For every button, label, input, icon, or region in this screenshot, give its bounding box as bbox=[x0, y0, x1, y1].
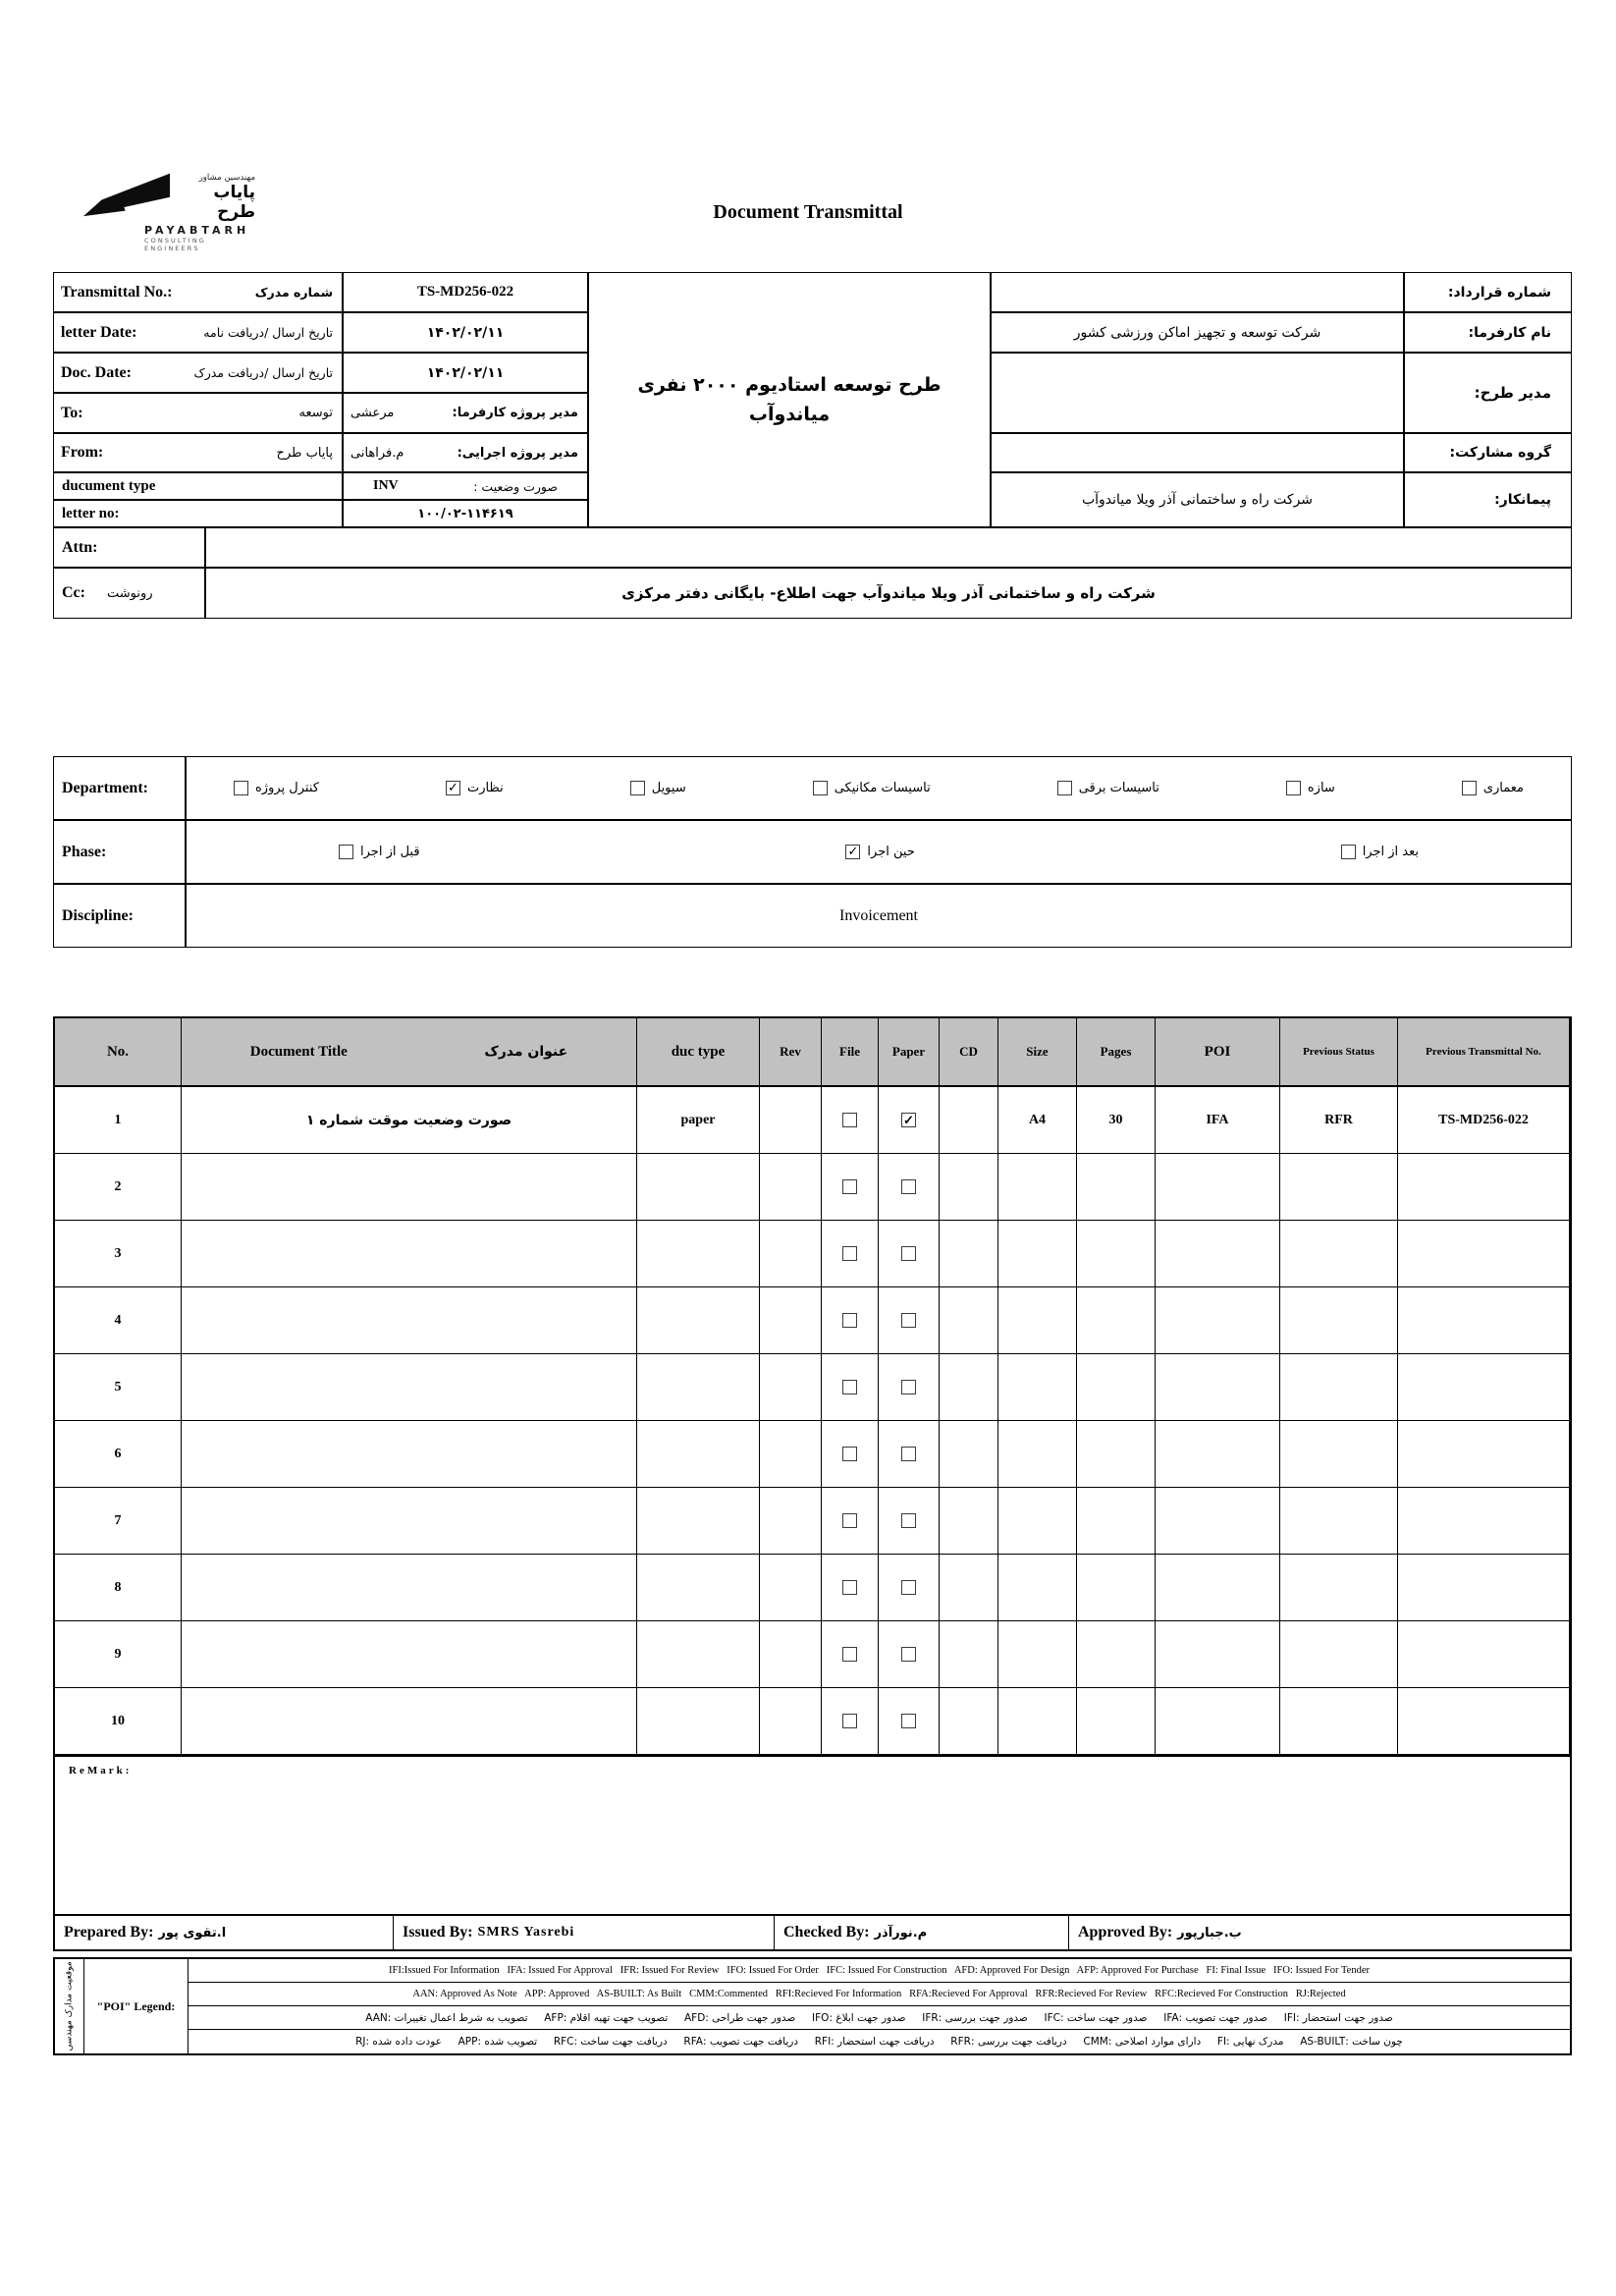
doc-row-1-prev-status: RFR bbox=[1280, 1087, 1398, 1154]
department-option-label: معماری bbox=[1482, 781, 1524, 795]
doc-type-fa-label: صورت وضعیت : bbox=[473, 478, 558, 494]
department-option-label: سیویل bbox=[651, 781, 686, 795]
exec-pm-value: م.فراهانی bbox=[350, 445, 404, 461]
legend-lines bbox=[189, 1959, 1570, 2053]
doc-row-8-size bbox=[998, 1555, 1077, 1621]
doc-row-8-rev bbox=[760, 1555, 822, 1621]
doc-row-7-no: 7 bbox=[55, 1488, 182, 1555]
header-cd: CD bbox=[940, 1018, 998, 1087]
department-option bbox=[1286, 781, 1335, 795]
checked-by-cell bbox=[775, 1916, 1069, 1949]
attn-value-cell bbox=[205, 527, 1572, 568]
doc-row-4-prev-transmittal bbox=[1398, 1287, 1570, 1354]
transmittal-no-value-cell bbox=[343, 272, 588, 312]
doc-row-5-no: 5 bbox=[55, 1354, 182, 1421]
department-option-label: تاسیسات برقی bbox=[1078, 781, 1159, 795]
doc-row-10-pages bbox=[1077, 1688, 1156, 1755]
phase-option bbox=[1341, 845, 1419, 859]
doc-row-5-pages bbox=[1077, 1354, 1156, 1421]
file-checkbox[interactable] bbox=[842, 1380, 857, 1394]
doc-row-6-size bbox=[998, 1421, 1077, 1488]
legend-line-fa-issued: صدور جهت استحضار :IFI صدور جهت تصویب :IFA صدور جهت ساخت :IFC صدور جهت بررسی :IFR صدور جهت ابلاغ :IFO صدور جهت طراحی :AFD تصویب جهت تهیه اقلام :AFP تصویب به شرط اعمال تغییرات :AAN bbox=[189, 2006, 1570, 2030]
doc-row-4-size bbox=[998, 1287, 1077, 1354]
phase-option-label: قبل از اجرا bbox=[360, 845, 420, 859]
doc-row-9-no: 9 bbox=[55, 1621, 182, 1688]
doc-row-3-poi bbox=[1156, 1221, 1280, 1287]
page-title: Document Transmittal bbox=[713, 201, 903, 223]
doc-type-label: ducument type bbox=[62, 477, 156, 494]
discipline-label-cell bbox=[53, 884, 186, 948]
from-value: پایاب طرح bbox=[276, 445, 333, 461]
doc-row-9-pages bbox=[1077, 1621, 1156, 1688]
doc-row-6-rev bbox=[760, 1421, 822, 1488]
doc-row-10-duc-type bbox=[637, 1688, 760, 1755]
doc-row-8-no: 8 bbox=[55, 1555, 182, 1621]
doc-row-5-file bbox=[822, 1354, 879, 1421]
doc-row-9-size bbox=[998, 1621, 1077, 1688]
doc-row-8-cd bbox=[940, 1555, 998, 1621]
transmittal-no-value: TS-MD256-022 bbox=[416, 284, 514, 300]
doc-row-2-paper bbox=[879, 1154, 940, 1221]
doc-row-2-title bbox=[182, 1154, 637, 1221]
letter-no-label-cell bbox=[53, 500, 343, 527]
doc-row-1-rev bbox=[760, 1087, 822, 1154]
doc-row-10-file bbox=[822, 1688, 879, 1755]
department-option bbox=[446, 781, 504, 795]
logo-brand-en: PAYABTARH bbox=[144, 224, 250, 237]
letter-no-value-cell bbox=[343, 500, 588, 527]
poi-legend-label-cell bbox=[84, 1959, 189, 2053]
department-option-label: کنترل پروژه bbox=[255, 781, 319, 795]
header-rev: Rev bbox=[760, 1018, 822, 1087]
doc-row-8-file bbox=[822, 1555, 879, 1621]
doc-row-5-prev-status bbox=[1280, 1354, 1398, 1421]
header-poi: POI bbox=[1156, 1018, 1280, 1087]
client-pm-cell bbox=[343, 393, 588, 433]
doc-row-2-duc-type bbox=[637, 1154, 760, 1221]
doc-row-2-rev bbox=[760, 1154, 822, 1221]
discipline-value-cell bbox=[186, 884, 1572, 948]
transmittal-info-table bbox=[53, 272, 1572, 619]
doc-row-2-no: 2 bbox=[55, 1154, 182, 1221]
phase-checkbox[interactable] bbox=[339, 845, 353, 859]
poi-legend-label: "POI" Legend: bbox=[96, 1998, 176, 2013]
doc-date-label-fa: تاریخ ارسال /دریافت مدرک bbox=[193, 365, 333, 380]
doc-row-5-prev-transmittal bbox=[1398, 1354, 1570, 1421]
header-no: No. bbox=[55, 1018, 182, 1087]
header-previous-status: Previous Status bbox=[1280, 1018, 1398, 1087]
doc-row-3-no: 3 bbox=[55, 1221, 182, 1287]
doc-row-1-file bbox=[822, 1087, 879, 1154]
doc-row-7-size bbox=[998, 1488, 1077, 1555]
phase-options-row bbox=[186, 820, 1572, 884]
doc-row-10-title bbox=[182, 1688, 637, 1755]
doc-row-10-rev bbox=[760, 1688, 822, 1755]
project-title: طرح توسعه استادیوم ۲۰۰۰ نفری میاندوآب bbox=[637, 373, 942, 425]
doc-row-1-pages: 30 bbox=[1077, 1087, 1156, 1154]
doc-row-4-file bbox=[822, 1287, 879, 1354]
attn-label-cell bbox=[53, 527, 205, 568]
doc-row-3-duc-type bbox=[637, 1221, 760, 1287]
doc-date-label-cell bbox=[53, 353, 343, 393]
file-checkbox[interactable] bbox=[842, 1647, 857, 1662]
doc-row-10-poi bbox=[1156, 1688, 1280, 1755]
poi-legend-table bbox=[53, 1957, 1572, 2055]
department-option bbox=[234, 781, 319, 795]
client-name-label-cell bbox=[1404, 312, 1572, 353]
paper-checkbox[interactable] bbox=[901, 1179, 916, 1194]
doc-row-5-cd bbox=[940, 1354, 998, 1421]
doc-row-2-prev-transmittal bbox=[1398, 1154, 1570, 1221]
doc-row-9-file bbox=[822, 1621, 879, 1688]
attn-label: Attn: bbox=[62, 538, 98, 556]
file-checkbox[interactable] bbox=[842, 1179, 857, 1194]
doc-row-7-pages bbox=[1077, 1488, 1156, 1555]
plan-manager-label-cell bbox=[1404, 353, 1572, 433]
exec-pm-label: مدیر پروژه اجرایی: bbox=[457, 445, 578, 461]
file-checkbox[interactable] bbox=[842, 1580, 857, 1595]
department-checkbox[interactable] bbox=[813, 781, 828, 795]
file-checkbox[interactable] bbox=[842, 1246, 857, 1261]
legend-side-label: موقعیت مدارک مهندسی bbox=[64, 1961, 75, 2051]
letter-date-label-cell bbox=[53, 312, 343, 353]
letter-date-value: ۱۴۰۲/۰۲/۱۱ bbox=[426, 324, 505, 341]
phase-checkbox[interactable] bbox=[845, 845, 860, 859]
doc-row-4-duc-type bbox=[637, 1287, 760, 1354]
letter-date-label-fa: تاریخ ارسال /دریافت نامه bbox=[203, 325, 333, 340]
doc-row-8-paper bbox=[879, 1555, 940, 1621]
doc-row-3-cd bbox=[940, 1221, 998, 1287]
letter-no-value: ۱۰۰/۰۲-۱۱۴۶۱۹ bbox=[417, 506, 513, 521]
doc-row-6-cd bbox=[940, 1421, 998, 1488]
doc-row-2-cd bbox=[940, 1154, 998, 1221]
doc-row-1-size: A4 bbox=[998, 1087, 1077, 1154]
logo-tagline: مهندسین مشاور bbox=[198, 173, 255, 183]
doc-row-5-duc-type bbox=[637, 1354, 760, 1421]
to-label: To: bbox=[61, 404, 83, 421]
doc-row-8-poi bbox=[1156, 1555, 1280, 1621]
from-cell bbox=[53, 433, 343, 472]
prepared-by-cell bbox=[55, 1916, 394, 1949]
doc-row-5-size bbox=[998, 1354, 1077, 1421]
contract-no-value-cell bbox=[991, 272, 1404, 312]
doc-row-3-title bbox=[182, 1221, 637, 1287]
doc-row-7-duc-type bbox=[637, 1488, 760, 1555]
from-label: From: bbox=[61, 444, 104, 461]
paper-checkbox[interactable] bbox=[901, 1313, 916, 1328]
doc-row-5-title bbox=[182, 1354, 637, 1421]
project-title-cell bbox=[588, 272, 991, 527]
phase-checkbox[interactable] bbox=[1341, 845, 1356, 859]
documents-table bbox=[53, 1016, 1572, 1757]
issued-by-value: SMRS Yasrebi bbox=[477, 1925, 575, 1940]
doc-row-4-cd bbox=[940, 1287, 998, 1354]
transmittal-no-label-fa: شماره مدرک bbox=[254, 285, 333, 300]
remark-box bbox=[53, 1755, 1572, 1916]
doc-row-6-file bbox=[822, 1421, 879, 1488]
letter-date-value-cell bbox=[343, 312, 588, 353]
doc-row-7-cd bbox=[940, 1488, 998, 1555]
doc-row-3-prev-status bbox=[1280, 1221, 1398, 1287]
doc-row-4-rev bbox=[760, 1287, 822, 1354]
doc-row-9-duc-type bbox=[637, 1621, 760, 1688]
cc-value: شرکت راه و ساختمانی آذر ویلا میاندوآب جهت اطلاع- بایگانی دفتر مرکزی bbox=[621, 584, 1156, 602]
doc-row-1-no: 1 bbox=[55, 1087, 182, 1154]
doc-row-7-file bbox=[822, 1488, 879, 1555]
partnership-label: گروه مشارکت: bbox=[1449, 445, 1551, 461]
doc-row-1-paper bbox=[879, 1087, 940, 1154]
header-file: File bbox=[822, 1018, 879, 1087]
doc-row-9-title bbox=[182, 1621, 637, 1688]
doc-row-6-duc-type bbox=[637, 1421, 760, 1488]
transmittal-no-label-cell bbox=[53, 272, 343, 312]
doc-row-9-paper bbox=[879, 1621, 940, 1688]
doc-row-4-pages bbox=[1077, 1287, 1156, 1354]
contractor-value: شرکت راه و ساختمانی آذر ویلا میاندوآب bbox=[1081, 492, 1314, 508]
to-cell bbox=[53, 393, 343, 433]
header-title-en: Document Title bbox=[249, 1043, 348, 1060]
cc-label-en: Cc: bbox=[62, 584, 85, 601]
client-name-value: شرکت توسعه و تجهیز اماکن ورزشی کشور bbox=[1073, 324, 1321, 341]
doc-row-8-title bbox=[182, 1555, 637, 1621]
doc-row-3-paper bbox=[879, 1221, 940, 1287]
department-option-label: سازه bbox=[1307, 781, 1335, 795]
doc-row-10-prev-status bbox=[1280, 1688, 1398, 1755]
department-checkbox[interactable] bbox=[234, 781, 248, 795]
doc-row-10-paper bbox=[879, 1688, 940, 1755]
doc-type-value-cell bbox=[343, 472, 588, 500]
department-checkbox[interactable] bbox=[630, 781, 645, 795]
issued-by-cell bbox=[394, 1916, 775, 1949]
file-checkbox[interactable] bbox=[842, 1714, 857, 1728]
contractor-value-cell bbox=[991, 472, 1404, 527]
contract-no-label-cell bbox=[1404, 272, 1572, 312]
header-title-fa: عنوان مدرک bbox=[484, 1044, 568, 1060]
doc-row-2-file bbox=[822, 1154, 879, 1221]
doc-row-4-no: 4 bbox=[55, 1287, 182, 1354]
department-checkbox[interactable] bbox=[446, 781, 460, 795]
file-checkbox[interactable] bbox=[842, 1313, 857, 1328]
doc-row-6-pages bbox=[1077, 1421, 1156, 1488]
doc-row-4-prev-status bbox=[1280, 1287, 1398, 1354]
department-option bbox=[813, 781, 931, 795]
cc-value-cell bbox=[205, 568, 1572, 619]
department-checkbox[interactable] bbox=[1286, 781, 1301, 795]
doc-row-3-prev-transmittal bbox=[1398, 1221, 1570, 1287]
doc-row-7-prev-transmittal bbox=[1398, 1488, 1570, 1555]
department-option-label: تاسیسات مکانیکی bbox=[834, 781, 931, 795]
discipline-value: Invoicement bbox=[839, 906, 918, 924]
logo-brand-subtitle: CONSULTING ENGINEERS bbox=[144, 237, 206, 252]
doc-row-1-title: صورت وضعیت موقت شماره ۱ bbox=[182, 1087, 637, 1154]
file-checkbox[interactable] bbox=[842, 1113, 857, 1127]
doc-row-9-poi bbox=[1156, 1621, 1280, 1688]
partnership-value-cell bbox=[991, 433, 1404, 472]
doc-row-5-poi bbox=[1156, 1354, 1280, 1421]
paper-checkbox[interactable] bbox=[901, 1513, 916, 1528]
department-option bbox=[630, 781, 686, 795]
doc-row-8-prev-status bbox=[1280, 1555, 1398, 1621]
legend-line-fa-received: چون ساخت :AS-BUILT مدرک نهایی :FI دارای موارد اصلاحی :CMM دریافت جهت بررسی :RFR دریافت جهت استحضار :RFI دریافت جهت تصویب :RFA دریافت جهت ساخت :RFC تصویب شده :APP عودت داده شده :RJ bbox=[355, 2036, 1403, 2048]
doc-row-6-title bbox=[182, 1421, 637, 1488]
doc-type-label-cell bbox=[53, 472, 343, 500]
doc-row-8-prev-transmittal bbox=[1398, 1555, 1570, 1621]
client-name-label: نام کارفرما: bbox=[1468, 324, 1551, 341]
paper-checkbox[interactable] bbox=[901, 1447, 916, 1461]
department-option-label: نظارت bbox=[466, 781, 504, 795]
paper-checkbox[interactable] bbox=[901, 1113, 916, 1127]
doc-date-value-cell bbox=[343, 353, 588, 393]
doc-row-5-rev bbox=[760, 1354, 822, 1421]
department-option bbox=[1057, 781, 1159, 795]
prepared-by-label: Prepared By: bbox=[64, 1924, 154, 1941]
doc-row-8-duc-type bbox=[637, 1555, 760, 1621]
doc-row-10-prev-transmittal bbox=[1398, 1688, 1570, 1755]
plan-manager-label: مدیر طرح: bbox=[1474, 384, 1551, 402]
header-size: Size bbox=[998, 1018, 1077, 1087]
doc-row-3-pages bbox=[1077, 1221, 1156, 1287]
legend-side-cell bbox=[55, 1959, 84, 2053]
doc-row-4-poi bbox=[1156, 1287, 1280, 1354]
remark-label: ReMark: bbox=[69, 1765, 133, 1777]
doc-row-9-cd bbox=[940, 1621, 998, 1688]
plan-manager-value-cell bbox=[991, 353, 1404, 433]
header-pages: Pages bbox=[1077, 1018, 1156, 1087]
doc-type-value: INV bbox=[373, 478, 399, 493]
department-label: Department: bbox=[62, 779, 148, 796]
doc-row-7-prev-status bbox=[1280, 1488, 1398, 1555]
doc-row-1-cd bbox=[940, 1087, 998, 1154]
file-checkbox[interactable] bbox=[842, 1513, 857, 1528]
legend-line-approved: AAN: Approved As Note APP: Approved AS-BUILT: As Built CMM:Commented RFI:Recieved For Information RFA:Recieved For Approval RFR:Recieved For Review RFC:Recieved For Construction RJ:Rejected bbox=[189, 1983, 1570, 2006]
doc-row-3-file bbox=[822, 1221, 879, 1287]
paper-checkbox[interactable] bbox=[901, 1714, 916, 1728]
department-options-row bbox=[186, 756, 1572, 820]
paper-checkbox[interactable] bbox=[901, 1647, 916, 1662]
doc-row-8-pages bbox=[1077, 1555, 1156, 1621]
cc-label-cell bbox=[53, 568, 205, 619]
department-label-cell bbox=[53, 756, 186, 820]
doc-row-1-poi: IFA bbox=[1156, 1087, 1280, 1154]
doc-row-2-pages bbox=[1077, 1154, 1156, 1221]
doc-row-3-size bbox=[998, 1221, 1077, 1287]
phase-option-label: بعد از اجرا bbox=[1362, 845, 1419, 859]
header-previous-transmittal: Previous Transmittal No. bbox=[1398, 1018, 1570, 1087]
approved-by-label: Approved By: bbox=[1078, 1924, 1173, 1941]
letter-no-label: letter no: bbox=[62, 505, 120, 521]
doc-date-label-en: Doc. Date: bbox=[61, 363, 132, 381]
exec-pm-cell bbox=[343, 433, 588, 472]
doc-row-2-prev-status bbox=[1280, 1154, 1398, 1221]
doc-row-10-cd bbox=[940, 1688, 998, 1755]
paper-checkbox[interactable] bbox=[901, 1246, 916, 1261]
doc-row-4-paper bbox=[879, 1287, 940, 1354]
doc-row-7-title bbox=[182, 1488, 637, 1555]
phase-option bbox=[845, 845, 914, 859]
client-name-value-cell bbox=[991, 312, 1404, 353]
doc-row-7-paper bbox=[879, 1488, 940, 1555]
logo-brand-fa: پایاب طرح bbox=[213, 183, 255, 222]
doc-row-2-poi bbox=[1156, 1154, 1280, 1221]
doc-row-10-size bbox=[998, 1688, 1077, 1755]
contract-no-label: شماره قرارداد: bbox=[1447, 284, 1551, 301]
doc-row-5-paper bbox=[879, 1354, 940, 1421]
classification-table bbox=[53, 756, 1572, 948]
department-checkbox[interactable] bbox=[1462, 781, 1477, 795]
contractor-label: پیمانکار: bbox=[1494, 492, 1551, 508]
doc-row-6-prev-status bbox=[1280, 1421, 1398, 1488]
approved-by-cell bbox=[1069, 1916, 1570, 1949]
approved-by-value: ب.جبارپور bbox=[1177, 1925, 1242, 1941]
doc-row-6-poi bbox=[1156, 1421, 1280, 1488]
doc-row-9-rev bbox=[760, 1621, 822, 1688]
checked-by-label: Checked By: bbox=[783, 1924, 870, 1941]
doc-row-4-title bbox=[182, 1287, 637, 1354]
paper-checkbox[interactable] bbox=[901, 1380, 916, 1394]
doc-row-9-prev-transmittal bbox=[1398, 1621, 1570, 1688]
doc-row-9-prev-status bbox=[1280, 1621, 1398, 1688]
phase-label: Phase: bbox=[62, 843, 107, 860]
department-option bbox=[1462, 781, 1524, 795]
cc-label-fa: رونوشت bbox=[106, 585, 153, 601]
doc-row-6-paper bbox=[879, 1421, 940, 1488]
doc-date-value: ۱۴۰۲/۰۲/۱۱ bbox=[426, 364, 505, 381]
contractor-label-cell bbox=[1404, 472, 1572, 527]
phase-label-cell bbox=[53, 820, 186, 884]
letter-date-label-en: letter Date: bbox=[61, 323, 137, 341]
doc-row-1-duc-type: paper bbox=[637, 1087, 760, 1154]
header-paper: Paper bbox=[879, 1018, 940, 1087]
doc-row-7-poi bbox=[1156, 1488, 1280, 1555]
to-value: توسعه bbox=[298, 406, 333, 420]
issued-by-label: Issued By: bbox=[403, 1924, 473, 1941]
phase-option bbox=[339, 845, 420, 859]
doc-row-6-prev-transmittal bbox=[1398, 1421, 1570, 1488]
header-title bbox=[182, 1018, 637, 1087]
transmittal-no-label-en: Transmittal No.: bbox=[61, 283, 173, 301]
discipline-label: Discipline: bbox=[62, 906, 134, 924]
header-duc-type: duc type bbox=[637, 1018, 760, 1087]
client-pm-label: مدیر پروژه کارفرما: bbox=[452, 406, 578, 420]
department-checkbox[interactable] bbox=[1057, 781, 1072, 795]
phase-option-label: حین اجرا bbox=[867, 845, 915, 859]
client-pm-value: مرعشی bbox=[350, 406, 395, 420]
checked-by-value: م.نورآذر bbox=[874, 1925, 928, 1941]
doc-row-7-rev bbox=[760, 1488, 822, 1555]
partnership-label-cell bbox=[1404, 433, 1572, 472]
doc-row-3-rev bbox=[760, 1221, 822, 1287]
legend-line-issued: IFI:Issued For Information IFA: Issued For Approval IFR: Issued For Review IFO: Issued For Order IFC: Issued For Construction AFD: Approved For Design AFP: Approved For Purchase FI: Final Issue IFO: Issued For Tender bbox=[189, 1959, 1570, 1983]
prepared-by-value: ا.تقوی پور bbox=[158, 1925, 227, 1941]
doc-row-1-prev-transmittal: TS-MD256-022 bbox=[1398, 1087, 1570, 1154]
file-checkbox[interactable] bbox=[842, 1447, 857, 1461]
doc-row-10-no: 10 bbox=[55, 1688, 182, 1755]
doc-row-2-size bbox=[998, 1154, 1077, 1221]
doc-row-6-no: 6 bbox=[55, 1421, 182, 1488]
paper-checkbox[interactable] bbox=[901, 1580, 916, 1595]
signatures-row bbox=[53, 1914, 1572, 1951]
